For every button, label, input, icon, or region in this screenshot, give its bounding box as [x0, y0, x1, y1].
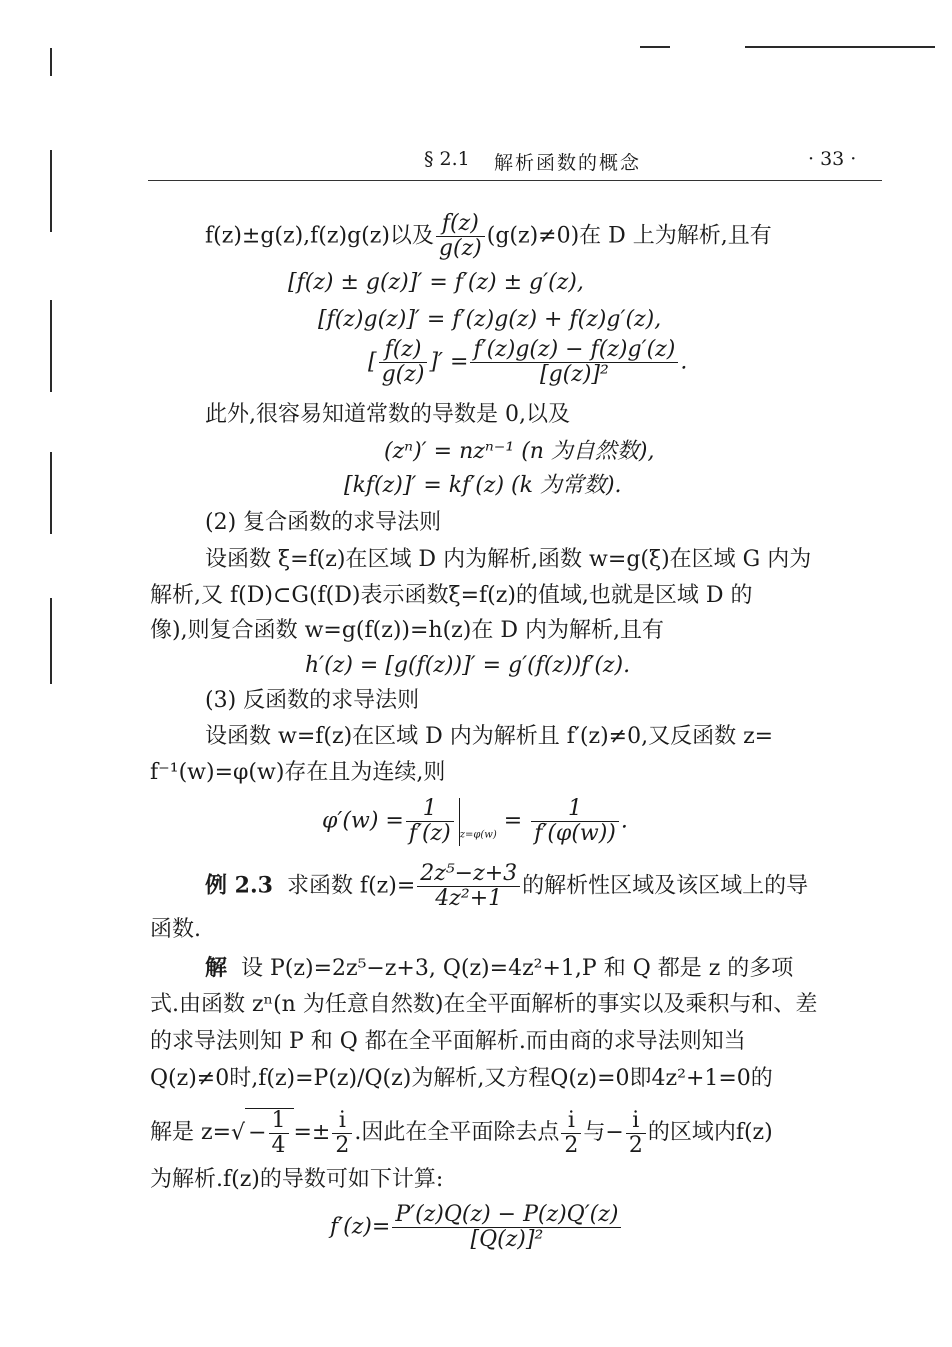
eq8-lhs: f′(z)=: [330, 1214, 391, 1240]
line1-frac-num: f(z): [436, 212, 485, 237]
example-text-b: 的解析性区域及该区域上的导: [522, 873, 809, 899]
s5-fraction-1: [269, 1109, 289, 1158]
s5-text-b: =±: [293, 1120, 331, 1145]
solution-line-6: 为解析.f(z)的导数可如下计算:: [150, 1167, 444, 1192]
paragraph-besides: 此外,很容易知道常数的导数是 0,以及: [205, 402, 570, 427]
scan-artifact-top-1: [640, 46, 670, 48]
solution-line-5: [150, 1108, 773, 1158]
eq7-num-1: 1: [406, 797, 454, 822]
equation-final-derivative: [330, 1203, 623, 1252]
s5-text-d: 与−: [583, 1120, 624, 1145]
inverse-text-line-2: f⁻¹(w)=φ(w)存在且为连续,则: [150, 760, 446, 785]
sqrt-expression: √ − $\frac{1}{4}$: [231, 1108, 293, 1158]
s5-den-4: 2: [628, 1132, 643, 1158]
equation-chain-rule: h′(z) = [g(f(z))]′ = g′(f(z))f′(z).: [305, 653, 631, 678]
header-title: 解析函数的概念: [494, 152, 642, 174]
equation-power-rule: (zⁿ)′ = nzⁿ⁻¹ (n 为自然数),: [384, 439, 655, 464]
example-label: 例 2.3: [205, 872, 273, 899]
s5-num-4: i: [626, 1109, 646, 1134]
header-section: § 2.1: [424, 148, 470, 170]
scan-artifact-left-5: [50, 598, 52, 684]
s5-fraction-4: [626, 1109, 646, 1158]
example-line-2: 函数.: [150, 917, 201, 942]
eq3-right-den: [g(z)]²: [539, 362, 609, 387]
equation-constant-multiple: [kf(z)]′ = kf′(z) (k 为常数).: [344, 473, 622, 498]
s5-text-e: 的区域内f(z): [647, 1120, 773, 1145]
s5-num-1: 1: [269, 1109, 289, 1134]
header-page-number: · 33 ·: [808, 148, 857, 170]
eq3-left-fraction: [379, 338, 428, 387]
s5-fraction-3: [561, 1109, 581, 1158]
solution-text-1: 设 P(z)=2z⁵−z+3, Q(z)=4z²+1,P 和 Q 都是 z 的多项: [241, 956, 794, 981]
eq3-right-fraction: [470, 338, 678, 387]
eq7-fraction-2: [531, 797, 619, 846]
eq3-period: .: [680, 349, 688, 375]
eq3-right-bracket: ]′ =: [429, 349, 469, 375]
s5-text-c: .因此在全平面除去点: [354, 1120, 560, 1145]
equation-product-rule: [f(z)g(z)]′ = f′(z)g(z) + f(z)g′(z),: [318, 307, 662, 332]
scan-artifact-left-1: [50, 48, 52, 76]
header-rule: [148, 180, 882, 181]
equation-quotient-rule: [368, 338, 687, 387]
text-line-1: [205, 212, 772, 261]
eq3-left-num: f(z): [379, 338, 428, 363]
solution-line-2: 式.由函数 zⁿ(n 为任意自然数)在全平面解析的事实以及乘积与和、差: [150, 992, 818, 1017]
solution-line-3: 的求导法则知 P 和 Q 都在全平面解析.而由商的求导法则知当: [150, 1029, 746, 1054]
eq7-fraction-1: [406, 797, 454, 846]
s5-den-1: 4: [271, 1133, 286, 1158]
eq3-left-den: g(z): [381, 362, 425, 387]
example-frac-den: 4z²+1: [435, 886, 503, 911]
eq7-evaluation-sub: z=φ(w): [459, 829, 497, 841]
composite-text-line-1: 设函数 ξ=f(z)在区域 D 内为解析,函数 w=g(ξ)在区域 G 内为: [205, 547, 812, 572]
s5-fraction-2: [332, 1109, 352, 1158]
eq3-right-num: f′(z)g(z) − f(z)g′(z): [470, 338, 678, 363]
s5-den-3: 2: [564, 1132, 579, 1158]
s5-text-a: 解是 z=: [150, 1120, 232, 1145]
solution-label: 解: [205, 955, 228, 981]
example-line-1: [205, 862, 808, 911]
composite-text-line-2: 解析,又 f(D)⊂G(f(D)表示函数ξ=f(z)的值域,也就是区域 D 的: [150, 583, 753, 608]
s5-num-2: i: [332, 1109, 352, 1134]
scan-artifact-top-2: [745, 46, 935, 48]
heading-inverse-rule: (3) 反函数的求导法则: [205, 688, 420, 713]
solution-line-4: Q(z)≠0时,f(z)=P(z)/Q(z)为解析,又方程Q(z)=0即4z²+1=0的: [150, 1066, 773, 1091]
inverse-text-line-1: 设函数 w=f(z)在区域 D 内为解析且 f′(z)≠0,又反函数 z=: [205, 724, 774, 749]
line1-fraction: [436, 212, 485, 261]
scan-artifact-left-2: [50, 150, 52, 232]
s5-sqrt-minus: −: [248, 1120, 267, 1146]
eq8-fraction: [392, 1203, 621, 1252]
example-frac-num: 2z⁵−z+3: [417, 862, 520, 887]
line1-part-a: f(z)±g(z),f(z)g(z)以及: [205, 223, 434, 249]
s5-num-3: i: [561, 1109, 581, 1134]
eq7-equals: =: [503, 808, 523, 834]
heading-composite-rule: (2) 复合函数的求导法则: [205, 510, 442, 535]
composite-text-line-3: 像),则复合函数 w=g(f(z))=h(z)在 D 内为解析,且有: [150, 618, 664, 643]
solution-line-1: [205, 953, 793, 984]
line1-frac-den: g(z): [438, 236, 482, 261]
eq3-left-bracket: [: [368, 349, 377, 375]
example-text-a: 求函数 f(z)=: [286, 873, 416, 899]
eq7-den-1: f′(z): [408, 821, 451, 846]
s5-den-2: 2: [335, 1132, 350, 1158]
scan-artifact-left-3: [50, 300, 52, 392]
eq7-period: .: [620, 808, 628, 834]
eq7-num-2: 1: [531, 797, 619, 822]
equation-sum-rule: [f(z) ± g(z)]′ = f′(z) ± g′(z),: [288, 270, 584, 295]
eq8-num: P′(z)Q(z) − P(z)Q′(z): [392, 1203, 621, 1228]
eq7-lhs: φ′(w) =: [322, 808, 404, 834]
example-fraction: [417, 862, 520, 911]
scan-artifact-left-4: [50, 452, 52, 534]
eq8-den: [Q(z)]²: [470, 1227, 544, 1252]
line1-part-b: (g(z)≠0)在 D 上为解析,且有: [486, 223, 772, 249]
equation-inverse-derivative: [322, 797, 628, 851]
eq7-den-2: f′(φ(w)): [534, 821, 616, 846]
